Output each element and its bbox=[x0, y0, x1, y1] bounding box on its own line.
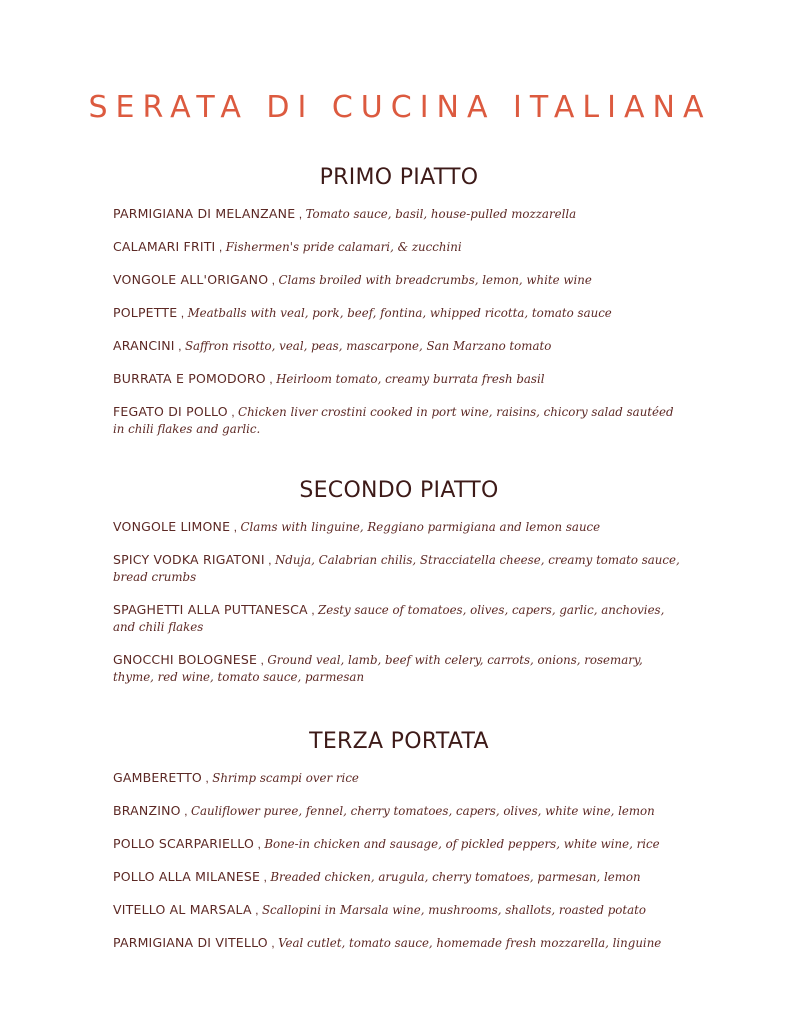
item-name: POLLO ALLA MILANESE bbox=[113, 869, 261, 884]
item-description: Breaded chicken, arugula, cherry tomatoes, parmesan, lemon bbox=[270, 870, 641, 884]
item-separator: , bbox=[215, 240, 226, 254]
item-name: CALAMARI FRITI bbox=[113, 239, 216, 254]
item-separator: , bbox=[264, 553, 275, 567]
menu-item bbox=[113, 518, 685, 536]
menu-item bbox=[113, 271, 685, 289]
section-heading: PRIMO PIATTO bbox=[319, 165, 479, 190]
section-secondo-piatto bbox=[113, 476, 685, 701]
item-description: Cauliflower puree, fennel, cherry tomatoes, capers, olives, white wine, lemon bbox=[190, 804, 655, 818]
item-separator: , bbox=[254, 837, 265, 851]
menu-item bbox=[113, 370, 685, 388]
item-description: Fishermen's pride calamari, & zucchini bbox=[225, 240, 462, 254]
item-name: FEGATO DI POLLO bbox=[113, 404, 228, 419]
item-description: Chicken liver crostini cooked in port wine, raisins, chicory salad sautéed in chili flakes and garlic. bbox=[113, 405, 674, 436]
item-name: GAMBERETTO bbox=[113, 770, 202, 785]
item-name: SPAGHETTI ALLA PUTTANESCA bbox=[113, 602, 308, 617]
item-description: Nduja, Calabrian chilis, Stracciatella cheese, creamy tomato sauce, bread crumbs bbox=[113, 553, 680, 584]
menu-item bbox=[113, 769, 685, 787]
item-separator: , bbox=[177, 306, 188, 320]
item-separator: , bbox=[174, 339, 185, 353]
menu-item bbox=[113, 551, 685, 586]
item-separator: , bbox=[268, 273, 279, 287]
item-name: PARMIGIANA DI MELANZANE bbox=[113, 206, 296, 221]
item-description: Clams with linguine, Reggiano parmigiana and lemon sauce bbox=[240, 520, 601, 534]
item-description: Clams broiled with breadcrumbs, lemon, white wine bbox=[278, 273, 592, 287]
item-separator: , bbox=[180, 804, 191, 818]
item-separator: , bbox=[227, 405, 239, 419]
menu-item bbox=[113, 802, 685, 820]
menu-item bbox=[113, 901, 685, 919]
item-name: BURRATA E POMODORO bbox=[113, 371, 266, 386]
item-description: Zesty sauce of tomatoes, olives, capers, garlic, anchovies, and chili flakes bbox=[113, 603, 665, 634]
item-separator: , bbox=[257, 653, 268, 667]
menu-item bbox=[113, 934, 685, 952]
menu-item bbox=[113, 835, 685, 853]
menu-item bbox=[113, 304, 685, 322]
item-name: POLPETTE bbox=[113, 305, 178, 320]
section-terza-portata bbox=[113, 727, 685, 967]
menu-item bbox=[113, 205, 685, 223]
item-name: GNOCCHI BOLOGNESE bbox=[113, 652, 258, 667]
item-description: Tomato sauce, basil, house-pulled mozzarella bbox=[305, 207, 577, 221]
item-name: VONGOLE ALL'ORIGANO bbox=[113, 272, 269, 287]
section-heading: TERZA PORTATA bbox=[309, 729, 489, 754]
item-separator: , bbox=[307, 603, 319, 617]
item-description: Ground veal, lamb, beef with celery, carrots, onions, rosemary, thyme, red wine, tomato sauce, parmesan bbox=[113, 653, 643, 684]
item-separator: , bbox=[295, 207, 306, 221]
menu-item bbox=[113, 651, 685, 686]
menu-item bbox=[113, 238, 685, 256]
item-name: VITELLO AL MARSALA bbox=[113, 902, 252, 917]
menu-item bbox=[113, 403, 685, 438]
item-description: Heirloom tomato, creamy burrata fresh basil bbox=[276, 372, 545, 386]
item-separator: , bbox=[260, 870, 271, 884]
menu-item bbox=[113, 337, 685, 355]
item-name: ARANCINI bbox=[113, 338, 175, 353]
item-separator: , bbox=[201, 771, 213, 785]
item-description: Shrimp scampi over rice bbox=[212, 771, 359, 785]
item-separator: , bbox=[251, 903, 262, 917]
menu-item bbox=[113, 601, 685, 636]
item-description: Meatballs with veal, pork, beef, fontina, whipped ricotta, tomato sauce bbox=[187, 306, 612, 320]
item-description: Veal cutlet, tomato sauce, homemade fresh mozzarella, linguine bbox=[278, 936, 662, 950]
item-separator: , bbox=[267, 936, 279, 950]
item-name: PARMIGIANA DI VITELLO bbox=[113, 935, 268, 950]
section-heading: SECONDO PIATTO bbox=[299, 478, 499, 503]
item-name: SPICY VODKA RIGATONI bbox=[113, 552, 265, 567]
item-separator: , bbox=[265, 372, 277, 386]
item-description: Scallopini in Marsala wine, mushrooms, shallots, roasted potato bbox=[261, 903, 647, 917]
section-primo-piatto bbox=[113, 163, 685, 453]
item-separator: , bbox=[230, 520, 241, 534]
item-name: POLLO SCARPARIELLO bbox=[113, 836, 255, 851]
item-description: Saffron risotto, veal, peas, mascarpone, San Marzano tomato bbox=[184, 339, 552, 353]
menu-item bbox=[113, 868, 685, 886]
item-name: BRANZINO bbox=[113, 803, 181, 818]
item-description: Bone-in chicken and sausage, of pickled peppers, white wine, rice bbox=[264, 837, 660, 851]
item-name: VONGOLE LIMONE bbox=[113, 519, 231, 534]
page-title: SERATA DI CUCINA ITALIANA bbox=[88, 90, 712, 125]
